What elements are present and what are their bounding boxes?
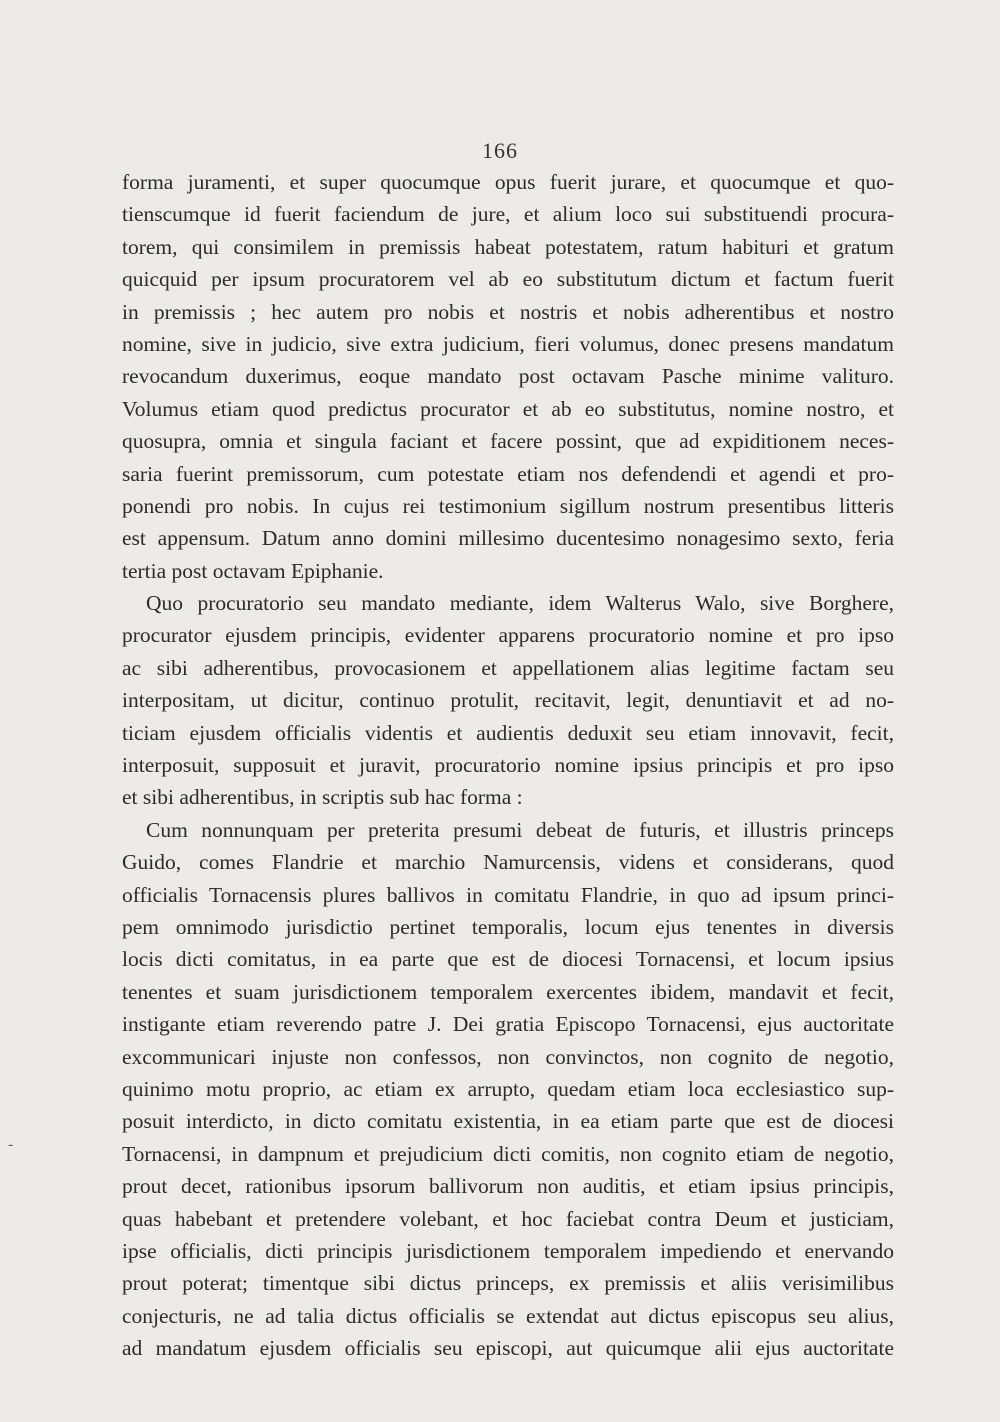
text-line: tenentes et suam jurisdictionem temporalem exercentes ibidem, mandavit et fecit, [122, 979, 894, 1004]
page-number: 166 [482, 138, 518, 163]
text-line: revocandum duxerimus, eoque mandato post octavam Pasche minime valituro. [122, 364, 894, 389]
text-line: pem omnimodo jurisdictio pertinet temporalis, locum ejus tenentes in diversis [122, 914, 894, 939]
text-line: quas habebant et pretendere volebant, et hoc faciebat contra Deum et justiciam, [122, 1206, 894, 1231]
text-line: est appensum. Datum anno domini millesimo ducentesimo nonagesimo sexto, feria [122, 526, 894, 551]
text-line: prout poterat; timentque sibi dictus princeps, ex premissis et aliis verisimilibus [122, 1271, 894, 1296]
paragraph-start-line: Quo procuratorio seu mandato mediante, idem Walterus Walo, sive Borghere, [146, 591, 894, 616]
text-line: quinimo motu proprio, ac etiam ex arrupto, quedam etiam loca ecclesiastico sup- [122, 1076, 894, 1101]
text-line: procurator ejusdem principis, evidenter apparens procuratorio nomine et pro ipso [122, 623, 894, 648]
text-line: nomine, sive in judicio, sive extra judicium, fieri volumus, donec presens mandatum [122, 331, 894, 356]
text-line: quosupra, omnia et singula faciant et facere possint, que ad expiditionem neces- [122, 429, 894, 454]
text-line: prout decet, rationibus ipsorum ballivorum non auditis, et etiam ipsius principis, [122, 1174, 894, 1199]
text-line: interposuit, supposuit et juravit, procuratorio nomine ipsius principis et pro ipso [122, 753, 894, 778]
text-line: interpositam, ut dicitur, continuo protulit, recitavit, legit, denuntiavit et ad no- [122, 688, 894, 713]
text-line: ad mandatum ejusdem officialis seu episcopi, aut quicumque alii ejus auctoritate [122, 1336, 894, 1361]
text-line: ipse officialis, dicti principis jurisdictionem temporalem impediendo et enervando [122, 1238, 894, 1263]
text-line: forma juramenti, et super quocumque opus fuerit jurare, et quocumque et quo- [122, 170, 894, 194]
margin-mark: - [8, 1136, 14, 1153]
text-line: officialis Tornacensis plures ballivos in comitatu Flandrie, in quo ad ipsum princi- [122, 882, 894, 907]
text-line: Guido, comes Flandrie et marchio Namurcensis, videns et considerans, quod [122, 850, 894, 875]
text-line: tertia post octavam Epiphanie. [122, 558, 384, 583]
text-line: instigante etiam reverendo patre J. Dei gratia Episcopo Tornacensi, ejus auctoritate [122, 1012, 894, 1037]
text-line: tienscumque id fuerit faciendum de jure, et alium loco sui substituendi procura- [122, 202, 894, 227]
body-text [122, 166, 894, 1364]
text-line: locis dicti comitatus, in ea parte que est de diocesi Tornacensi, et locum ipsius [122, 947, 894, 972]
text-line: Volumus etiam quod predictus procurator et ab eo substitutus, nomine nostro, et [122, 396, 894, 421]
text-line: ticiam ejusdem officialis videntis et audientis deduxit seu etiam innovavit, fecit, [122, 720, 894, 745]
text-line: in premissis ; hec autem pro nobis et nostris et nobis adherentibus et nostro [122, 299, 894, 324]
text-line: ponendi pro nobis. In cujus rei testimonium sigillum nostrum presentibus litteris [122, 493, 894, 518]
text-line: quicquid per ipsum procuratorem vel ab eo substitutum dictum et factum fuerit [122, 267, 894, 292]
text-line: excommunicari injuste non confessos, non convinctos, non cognito de negotio, [122, 1044, 894, 1069]
text-line: Tornacensi, in dampnum et prejudicium dicti comitis, non cognito etiam de negotio, [122, 1141, 894, 1166]
text-line: ac sibi adherentibus, provocasionem et appellationem alias legitime factam seu [122, 655, 894, 680]
text-line: saria fuerint premissorum, cum potestate etiam nos defendendi et agendi et pro- [122, 461, 894, 486]
text-line: et sibi adherentibus, in scriptis sub hac forma : [122, 785, 523, 810]
paragraph-start-line: Cum nonnunquam per preterita presumi debeat de futuris, et illustris princeps [146, 817, 894, 842]
text-line: posuit interdicto, in dicto comitatu existentia, in ea etiam parte que est de diocesi [122, 1109, 894, 1134]
text-line: conjecturis, ne ad talia dictus officialis se extendat aut dictus episcopus seu alius, [122, 1303, 894, 1328]
text-line: torem, qui consimilem in premissis habeat potestatem, ratum habituri et gratum [122, 234, 894, 259]
